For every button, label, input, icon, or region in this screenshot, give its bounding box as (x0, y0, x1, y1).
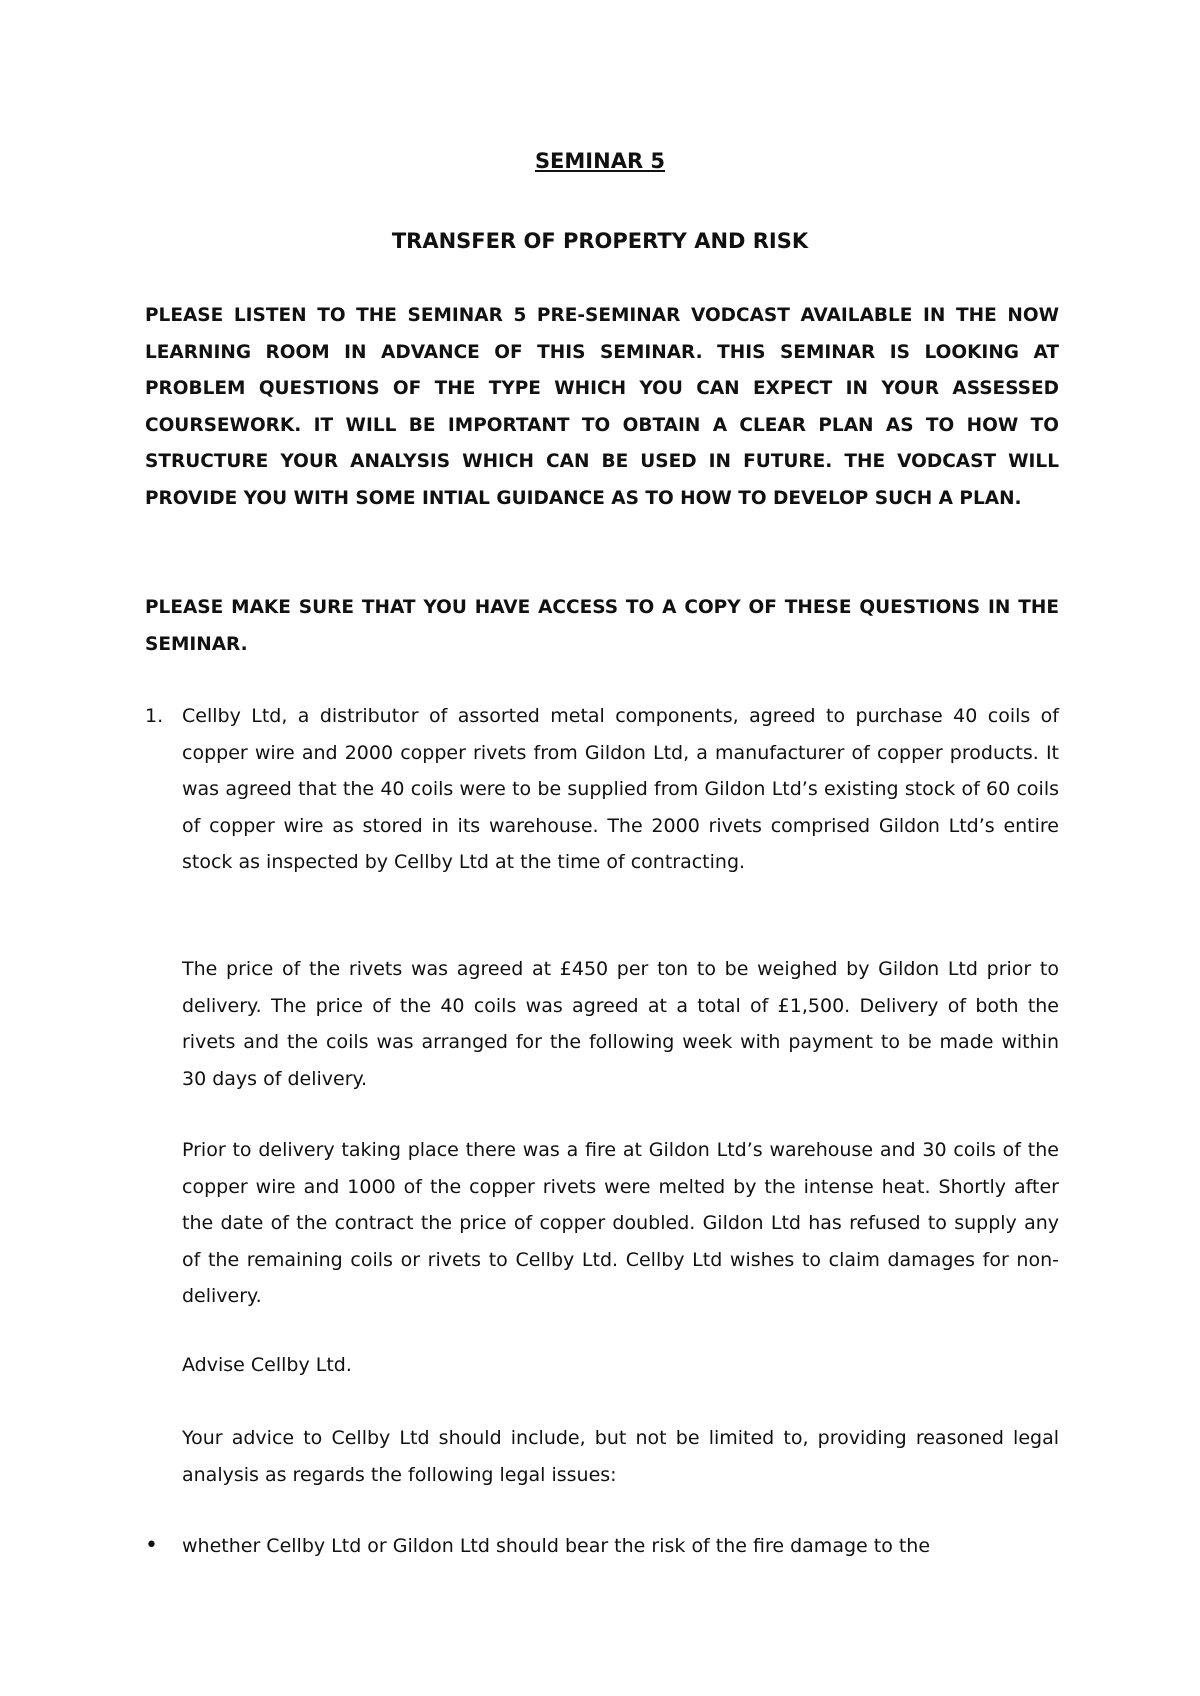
document-title: SEMINAR 5 (534, 149, 666, 173)
intro-paragraph-vodcast: PLEASE LISTEN TO THE SEMINAR 5 PRE-SEMINAR VODCAST AVAILABLE IN THE NOW LEARNING ROOM IN ADVANCE OF THIS SEMINAR. THIS SEMINAR IS LOOKING AT PROBLEM QUESTIONS OF THE TYPE WHICH YOU CAN EXPECT IN YOUR ASSESSED COURSEWORK. IT WILL BE IMPORTANT TO OBTAIN A CLEAR PLAN AS TO HOW TO STRUCTURE YOUR ANALYSIS WHICH CAN BE USED IN FUTURE. THE VODCAST WILL PROVIDE YOU WITH SOME INTIAL GUIDANCE AS TO HOW TO DEVELOP SUCH A PLAN. (145, 305, 1059, 509)
question-paragraph-advise: Advise Cellby Ltd. (182, 1354, 352, 1376)
question-paragraph-facts: Cellby Ltd, a distributor of assorted metal components, agreed to purchase 40 coils of copper wire and 2000 copper rivets from Gildon Ltd, a manufacturer of copper products. It was agreed that the 40 coils were to be supplied from Gildon Ltd’s existing stock of 60 coils of copper wire as stored in its warehouse. The 2000 rivets comprised Gildon Ltd’s entire stock as inspected by Cellby Ltd at the time of contracting. (182, 705, 1059, 873)
question-number: 1. (145, 705, 164, 727)
question-paragraph-price: The price of the rivets was agreed at £450 per ton to be weighed by Gildon Ltd prior to delivery. The price of the 40 coils was agreed at a total of £1,500. Delivery of both the rivets and the coils was arranged for the following week with payment to be made within 30 days of delivery. (182, 958, 1059, 1090)
question-paragraph-fire: Prior to delivery taking place there was a fire at Gildon Ltd’s warehouse and 30 coils of the copper wire and 1000 of the copper rivets were melted by the intense heat. Shortly after the date of the contract the price of copper doubled. Gildon Ltd has refused to supply any of the remaining coils or rivets to Cellby Ltd. Cellby Ltd wishes to claim damages for non-delivery. (182, 1139, 1059, 1307)
document-subtitle: TRANSFER OF PROPERTY AND RISK (391, 229, 809, 253)
bullet-marker: • (145, 1533, 158, 1558)
bullet-item-risk: whether Cellby Ltd or Gildon Ltd should bear the risk of the fire damage to the (182, 1535, 931, 1557)
question-paragraph-instructions: Your advice to Cellby Ltd should include, but not be limited to, providing reasoned legal analysis as regards the following legal issues: (182, 1427, 1059, 1486)
intro-paragraph-copy: PLEASE MAKE SURE THAT YOU HAVE ACCESS TO A COPY OF THESE QUESTIONS IN THE SEMINAR. (145, 597, 1059, 655)
